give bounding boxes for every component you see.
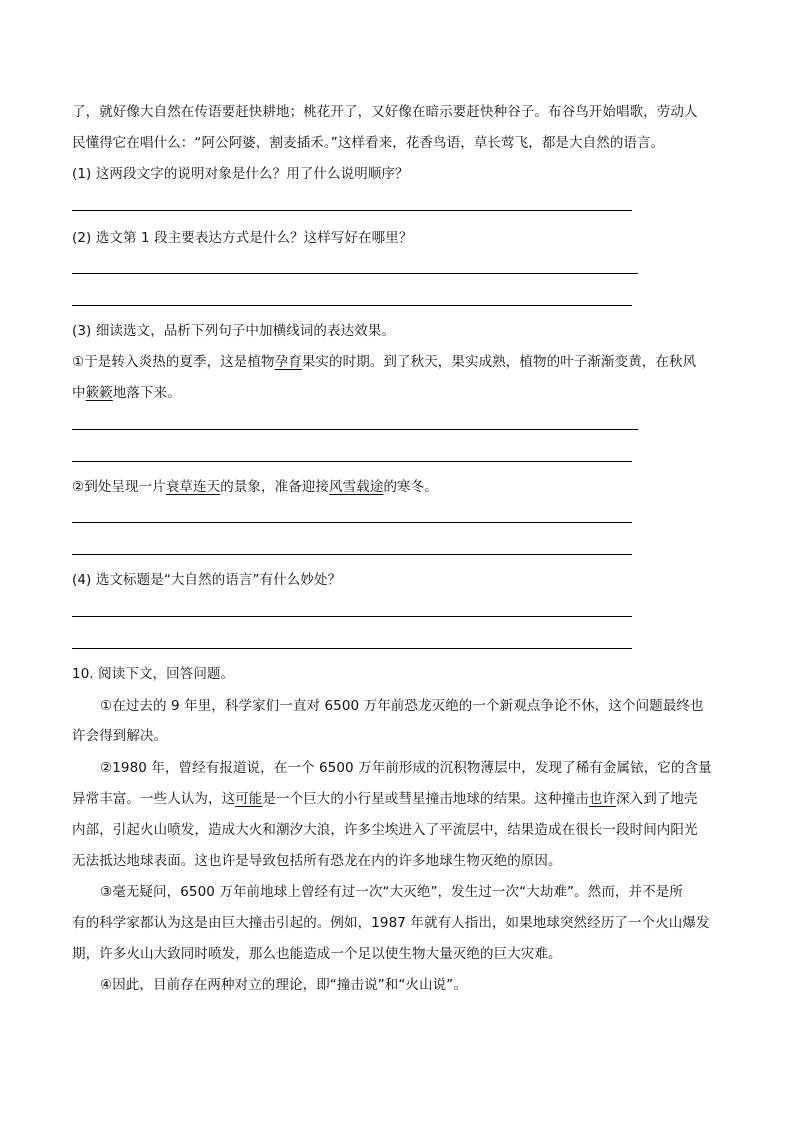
answer-line[interactable] <box>72 616 632 617</box>
question-3: (3) 细读选文，品析下列句子中加横线词的表达效果。 <box>72 323 396 339</box>
paragraph-2-line-4: 无法抵达地球表面。这也许是导致包括所有恐龙在内的许多地球生物灭绝的原因。 <box>72 853 562 869</box>
question-4: (4) 选文标题是“大自然的语言”有什么妙处？ <box>72 572 342 588</box>
paragraph-3-line-1: ③毫无疑问，6500 万年前地球上曾经有过一次“大灭绝”，发生过一次“大劫难”。然而，并不是所 <box>100 884 683 900</box>
question-10-heading: 10. 阅读下文，回答问题。 <box>72 666 235 682</box>
underlined-word: 也许 <box>588 791 617 807</box>
paragraph-2-line-2 <box>72 790 698 808</box>
paragraph-3-line-2: 有的科学家都认为这是由巨大撞击引起的。例如，1987 年就有人指出，如果地球突然经历了一个火山爆发 <box>72 915 710 931</box>
answer-line[interactable] <box>72 461 632 462</box>
paragraph-2-line-1: ②1980 年，曾经有报道说，在一个 6500 万年前形成的沉积物薄层中，发现了稀有金属铱，它的含量 <box>100 760 712 776</box>
underlined-word: 风雪载途 <box>329 479 384 495</box>
text-segment: 中 <box>72 385 86 401</box>
passage-line-1: 了，就好像大自然在传语要赶快耕地；桃花开了，又好像在暗示要赶快种谷子。布谷鸟开始唱歌，劳动人 <box>72 104 698 120</box>
underlined-word: 簌簌 <box>85 385 113 401</box>
answer-line[interactable] <box>72 554 632 555</box>
question-2: (2) 选文第 1 段主要表达方式是什么？这样写好在哪里？ <box>72 230 413 246</box>
underlined-word: 可能 <box>235 791 263 807</box>
passage-line-2: 民懂得它在唱什么：“阿公阿婆，割麦插禾。”这样看来，花香鸟语，草长莺飞，都是大自然的语言。 <box>72 135 665 151</box>
text-segment: 的寒冬。 <box>383 479 438 495</box>
paragraph-1-line-2: 许会得到解决。 <box>72 728 168 744</box>
question-3-item-1-cont <box>72 384 181 402</box>
paragraph-2-line-3: 内部，引起火山喷发，造成大火和潮汐大浪，许多尘埃进入了平流层中，结果造成在很长一段时间内阳光 <box>72 822 698 838</box>
text-segment: 异常丰富。一些人认为，这 <box>72 791 236 807</box>
text-segment: 果实的时期。到了秋天，果实成熟，植物的叶子渐渐变黄，在秋风 <box>301 354 697 370</box>
paragraph-4-line-1: ④因此，目前存在两种对立的理论，即“撞击说”和“火山说”。 <box>100 977 467 993</box>
answer-line[interactable] <box>72 429 638 430</box>
answer-line[interactable] <box>72 273 638 274</box>
paragraph-1-line-1: ①在过去的 9 年里，科学家们一直对 6500 万年前恐龙灭绝的一个新观点争论不休，这个问题最终也 <box>100 698 704 714</box>
text-segment: ②到处呈现一片 <box>72 479 166 495</box>
text-segment: 的景象，准备迎接 <box>220 479 330 495</box>
underlined-word: 衰草连天 <box>165 479 221 495</box>
question-3-item-2 <box>72 478 438 496</box>
text-segment: 地落下来。 <box>112 385 181 401</box>
answer-line[interactable] <box>72 648 632 649</box>
paragraph-3-line-3: 期，许多火山大致同时喷发，那么也能造成一个足以使生物大量灭绝的巨大灾难。 <box>72 946 562 962</box>
answer-line[interactable] <box>72 305 632 306</box>
question-3-item-1 <box>72 353 696 371</box>
text-segment: 深入到了地壳 <box>616 791 698 807</box>
underlined-word: 孕育 <box>274 354 302 370</box>
text-segment: 是一个巨大的小行星或彗星撞击地球的结果。这种撞击 <box>262 791 589 807</box>
question-1: (1) 这两段文字的说明对象是什么？用了什么说明顺序？ <box>72 166 409 182</box>
answer-line[interactable] <box>72 210 632 211</box>
text-segment: ①于是转入炎热的夏季，这是植物 <box>72 354 275 370</box>
answer-line[interactable] <box>72 522 632 523</box>
